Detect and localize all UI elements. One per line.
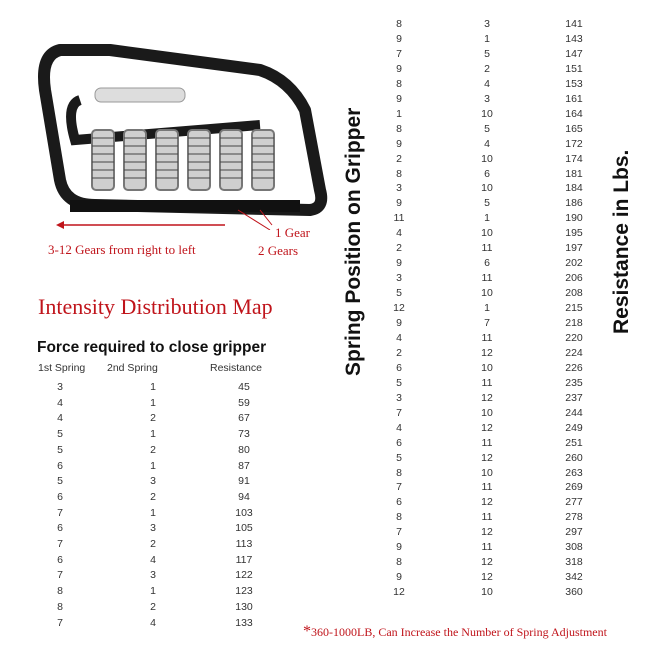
table-cell: 5: [396, 287, 402, 300]
table-cell: 105: [235, 522, 253, 535]
table-cell: 7: [57, 616, 63, 629]
table-cell: 12: [481, 391, 493, 404]
table-cell: 3: [396, 272, 402, 285]
header-2nd-spring: 2nd Spring: [107, 362, 158, 374]
table-cell: 10: [481, 227, 493, 240]
table-cell: 4: [396, 227, 402, 240]
table-cell: 5: [396, 376, 402, 389]
table-cell: 94: [238, 490, 250, 503]
table-cell: 3: [150, 569, 156, 582]
table-cell: 12: [481, 526, 493, 539]
table-cell: 12: [481, 556, 493, 569]
table-cell: 3: [57, 381, 63, 393]
table-cell: 1: [150, 459, 156, 472]
table-cell: 1: [150, 381, 156, 393]
table-cell: 12: [393, 302, 405, 315]
footnote-star: *: [303, 623, 311, 640]
table-cell: 123: [235, 585, 253, 598]
table-cell: 2: [150, 490, 156, 503]
table-cell: 12: [481, 451, 493, 464]
table-cell: 11: [481, 541, 493, 554]
header-resistance: Resistance: [210, 362, 262, 374]
table-cell: 12: [481, 571, 493, 584]
table-cell: 5: [57, 428, 63, 441]
table-cell: 226: [565, 361, 583, 374]
table-cell: 1: [150, 396, 156, 409]
table-cell: 8: [396, 18, 402, 30]
table-cell: 218: [565, 317, 583, 329]
table-cell: 10: [481, 361, 493, 374]
table-cell: 80: [238, 443, 250, 456]
left-table-title: Force required to close gripper: [37, 339, 267, 356]
table-cell: 2: [396, 346, 402, 359]
table-cell: 164: [565, 107, 583, 120]
table-cell: 251: [565, 436, 583, 449]
table-cell: 11: [481, 376, 493, 389]
table-cell: 2: [150, 443, 156, 456]
table-cell: 3: [484, 92, 490, 105]
table-cell: 7: [396, 526, 402, 539]
table-cell: 9: [396, 571, 402, 584]
table-cell: 7: [396, 481, 402, 494]
table-cell: 5: [57, 475, 63, 488]
table-cell: 7: [396, 47, 402, 60]
table-cell: 6: [396, 436, 402, 449]
table-cell: 6: [484, 257, 490, 270]
table-cell: 1: [484, 302, 490, 315]
table-cell: 186: [565, 197, 583, 210]
table-cell: 122: [235, 569, 253, 582]
table-cell: 130: [235, 600, 253, 613]
table-cell: 8: [396, 511, 402, 524]
table-cell: 87: [238, 459, 250, 472]
table-cell: 91: [238, 475, 250, 488]
table-cell: 6: [57, 490, 63, 503]
table-cell: 10: [481, 586, 493, 599]
table-cell: 4: [57, 396, 63, 409]
table-cell: 8: [396, 556, 402, 569]
table-cell: 12: [393, 586, 405, 599]
table-cell: 5: [57, 443, 63, 456]
table-cell: 3: [484, 18, 490, 30]
table-cell: 195: [565, 227, 583, 240]
table-cell: 215: [565, 302, 583, 315]
table-cell: 67: [238, 412, 250, 425]
table-cell: 208: [565, 287, 583, 300]
table-cell: 7: [484, 317, 490, 329]
table-cell: 6: [396, 496, 402, 509]
table-cell: 10: [481, 466, 493, 479]
table-cell: 181: [565, 167, 583, 180]
table-cell: 11: [481, 511, 493, 524]
table-cell: 4: [57, 412, 63, 425]
table-cell: 263: [565, 466, 583, 479]
table-cell: 4: [150, 553, 156, 566]
table-cell: 249: [565, 421, 583, 434]
table-cell: 244: [565, 406, 583, 419]
table-cell: 6: [57, 553, 63, 566]
table-cell: 1: [484, 212, 490, 225]
table-cell: 7: [57, 506, 63, 519]
table-cell: 2: [150, 600, 156, 613]
table-cell: 11: [481, 331, 493, 344]
table-cell: 11: [481, 242, 493, 255]
table-cell: 7: [396, 406, 402, 419]
table-cell: 360: [565, 586, 583, 599]
table-cell: 3: [150, 522, 156, 535]
table-cell: 45: [238, 381, 250, 393]
table-cell: 10: [481, 182, 493, 195]
table-cell: 278: [565, 511, 583, 524]
table-cell: 5: [396, 451, 402, 464]
table-cell: 9: [396, 541, 402, 554]
table-cell: 10: [481, 152, 493, 165]
table-cell: 220: [565, 331, 583, 344]
table-cell: 4: [484, 77, 490, 90]
table-cell: 8: [57, 600, 63, 613]
table-cell: 10: [481, 406, 493, 419]
table-cell: 8: [57, 585, 63, 598]
table-cell: 11: [393, 212, 405, 225]
table-cell: 174: [565, 152, 583, 165]
table-cell: 2: [150, 538, 156, 550]
header-1st-spring: 1st Spring: [38, 362, 86, 374]
table-cell: 237: [565, 391, 583, 404]
gripper-image: [20, 30, 340, 230]
table-cell: 73: [238, 428, 250, 441]
table-cell: 12: [481, 346, 493, 359]
table-cell: 6: [396, 361, 402, 374]
table-cell: 297: [565, 526, 583, 539]
table-cell: 190: [565, 212, 583, 225]
table-cell: 2: [150, 412, 156, 425]
table-cell: 8: [396, 122, 402, 135]
table-cell: 9: [396, 197, 402, 210]
table-cell: 103: [235, 506, 253, 519]
table-cell: 1: [150, 585, 156, 598]
gear2-label: 2 Gears: [258, 243, 299, 258]
table-cell: 197: [565, 242, 583, 255]
table-cell: 143: [565, 32, 583, 45]
table-cell: 4: [396, 421, 402, 434]
table-cell: 260: [565, 451, 583, 464]
map-title: Intensity Distribution Map: [38, 294, 273, 319]
table-cell: 2: [396, 152, 402, 165]
table-cell: 8: [396, 466, 402, 479]
table-cell: 5: [484, 122, 490, 135]
spring-position-label: Spring Position on Gripper: [342, 107, 365, 376]
table-cell: 6: [57, 522, 63, 535]
table-cell: 269: [565, 481, 583, 494]
table-cell: 308: [565, 541, 583, 554]
gear1-label: 1 Gear: [275, 225, 311, 240]
table-cell: 133: [235, 616, 253, 629]
table-cell: 3: [150, 475, 156, 488]
table-cell: 9: [396, 137, 402, 150]
footnote: [303, 623, 607, 641]
table-cell: 206: [565, 272, 583, 285]
table-cell: 161: [565, 92, 583, 105]
table-cell: 9: [396, 257, 402, 270]
table-cell: 3: [396, 391, 402, 404]
table-cell: 5: [484, 47, 490, 60]
table-cell: 172: [565, 137, 583, 150]
table-cell: 7: [57, 569, 63, 582]
table-cell: 5: [484, 197, 490, 210]
table-cell: 6: [57, 459, 63, 472]
table-cell: 3: [396, 182, 402, 195]
table-cell: 117: [235, 553, 253, 566]
table-cell: 184: [565, 182, 583, 195]
table-cell: 8: [396, 167, 402, 180]
table-cell: 2: [396, 242, 402, 255]
table-cell: 1: [484, 32, 490, 45]
table-cell: 4: [150, 616, 156, 629]
table-cell: 165: [565, 122, 583, 135]
table-cell: 12: [481, 496, 493, 509]
table-cell: 342: [565, 571, 583, 584]
table-cell: 11: [481, 272, 493, 285]
table-cell: 4: [484, 137, 490, 150]
table-cell: 11: [481, 436, 493, 449]
table-cell: 59: [238, 396, 250, 409]
table-cell: 153: [565, 77, 583, 90]
footnote-text: 360-1000LB, Can Increase the Number of Spring Adjustment: [311, 625, 607, 639]
table-cell: 224: [565, 346, 583, 359]
table-cell: 235: [565, 376, 583, 389]
table-cell: 9: [396, 62, 402, 75]
table-cell: 2: [484, 62, 490, 75]
table-cell: 318: [565, 556, 583, 569]
table-cell: 141: [565, 18, 583, 30]
table-cell: 10: [481, 287, 493, 300]
table-cell: 277: [565, 496, 583, 509]
table-cell: 202: [565, 257, 583, 270]
table-cell: 147: [565, 47, 583, 60]
table-cell: 9: [396, 32, 402, 45]
table-cell: 151: [565, 62, 583, 75]
table-cell: 9: [396, 92, 402, 105]
table-cell: 4: [396, 331, 402, 344]
table-cell: 6: [484, 167, 490, 180]
table-cell: 1: [150, 428, 156, 441]
table-cell: 113: [235, 538, 253, 550]
table-cell: 1: [150, 506, 156, 519]
table-cell: 11: [481, 481, 493, 494]
table-cell: 7: [57, 538, 63, 550]
resistance-lbs-label: Resistance in Lbs.: [610, 149, 633, 334]
table-cell: 9: [396, 317, 402, 329]
table-cell: 10: [481, 107, 493, 120]
table-cell: 12: [481, 421, 493, 434]
table-cell: 1: [396, 107, 402, 120]
gears-rest-label: 3-12 Gears from right to left: [48, 242, 196, 257]
table-cell: 8: [396, 77, 402, 90]
